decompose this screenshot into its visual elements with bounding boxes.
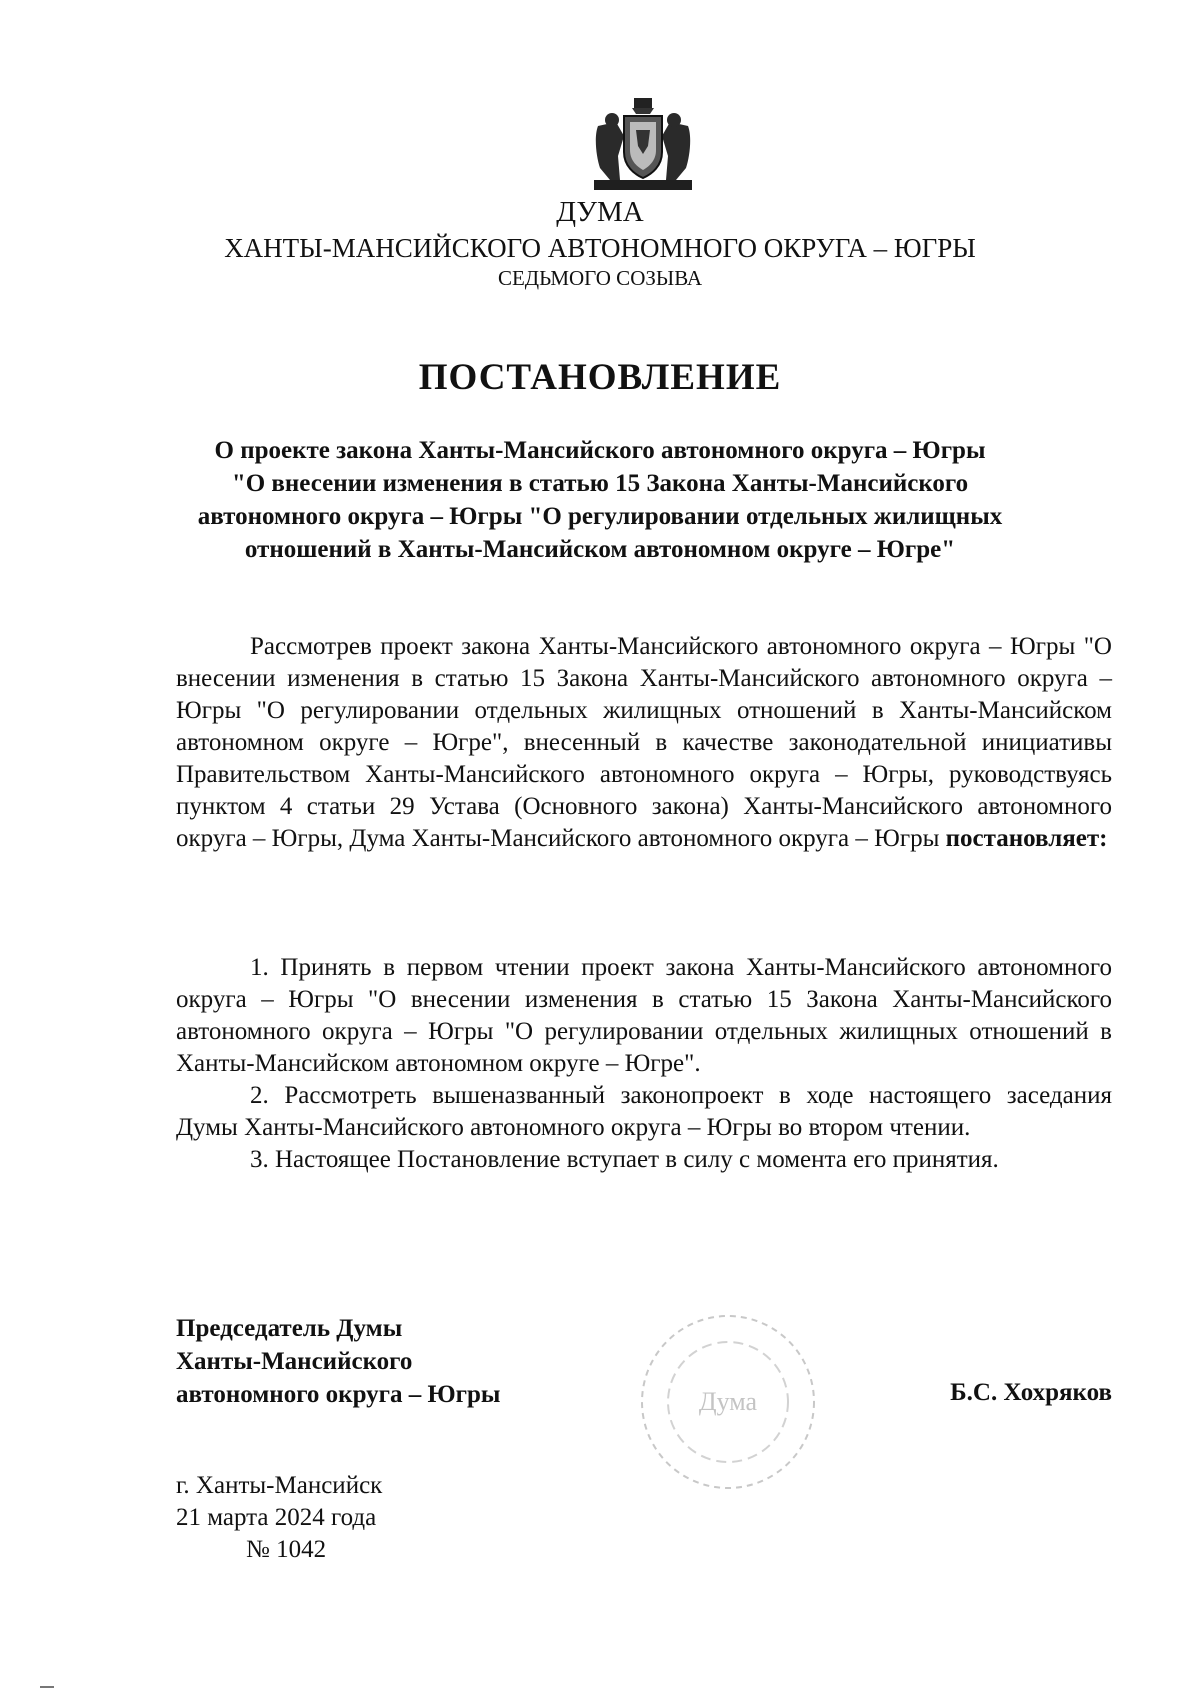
subject-line: "О внесении изменения в статью 15 Закона Ханты-Мансийского (231, 470, 969, 497)
resolution-item-3: 3. Настоящее Постановление вступает в силу с момента его принятия. (250, 1146, 999, 1173)
document-type-title: ПОСТАНОВЛЕНИЕ (418, 357, 782, 398)
signatory-position-line: автономного округа – Югры (176, 1381, 501, 1408)
resolution-item-1: 1. Принять в первом чтении проект закона Ханты-Мансийского автономного округа – Югры "О внесении изменения в статью 15 Закона Ханты-Мансийского автономного округа – Югры "О регулировании отдельных жилищных отношений в Ханты-Мансийском автономном округе – Югре". (176, 954, 1112, 1077)
document-subject (150, 434, 1050, 566)
preamble-text: Рассмотрев проект закона Ханты-Мансийского автономного округа – Югры "О внесении изменения в статью 15 Закона Ханты-Мансийского автономного округа – Югры "О регулировании отдельных жилищных отношений в Ханты-Мансийском автономном округе – Югре", внесенный в качестве законодательной инициативы Правительством Ханты-Мансийского автономного округа – Югры, руководствуясь пунктом 4 статьи 29 Устава (Основного закона) Ханты-Мансийского автономного округа – Югры, Дума Ханты-Мансийского автономного округа – Югры (176, 633, 1112, 852)
resolution-items (176, 952, 1112, 1176)
subject-line: отношений в Ханты-Мансийском автономном округе – Югре" (244, 536, 956, 563)
signatory-position (176, 1312, 500, 1411)
document-number: № 1042 (246, 1536, 327, 1563)
region-name: ХАНТЫ-МАНСИЙСКОГО АВТОНОМНОГО ОКРУГА – ЮГРЫ (224, 233, 976, 263)
issue-city: г. Ханты-Мансийск (176, 1472, 383, 1499)
official-stamp (636, 1310, 820, 1494)
authority-name: ДУМА (556, 196, 644, 228)
scan-artifact (40, 1686, 54, 1688)
coat-of-arms-icon (590, 96, 696, 192)
resolution-item-2: 2. Рассмотреть вышеназванный законопроект в ходе настоящего заседания Думы Ханты-Мансийского автономного округа – Югры во втором чтении. (176, 1082, 1112, 1141)
convocation: СЕДЬМОГО СОЗЫВА (497, 266, 703, 290)
stamp-text: Дума (698, 1387, 758, 1416)
resolves-keyword: постановляет: (945, 825, 1108, 852)
signatory-position-line: Ханты-Мансийского (176, 1348, 413, 1375)
signatory-position-line: Председатель Думы (176, 1315, 403, 1342)
subject-line: автономного округа – Югры "О регулировании отдельных жилищных (197, 503, 1003, 530)
signatory-name: Б.С. Хохряков (950, 1379, 1112, 1406)
document-footer (176, 1470, 382, 1566)
preamble-paragraph (176, 631, 1112, 855)
subject-line: О проекте закона Ханты-Мансийского автономного округа – Югры (214, 437, 986, 464)
issue-date: 21 марта 2024 года (176, 1504, 377, 1531)
